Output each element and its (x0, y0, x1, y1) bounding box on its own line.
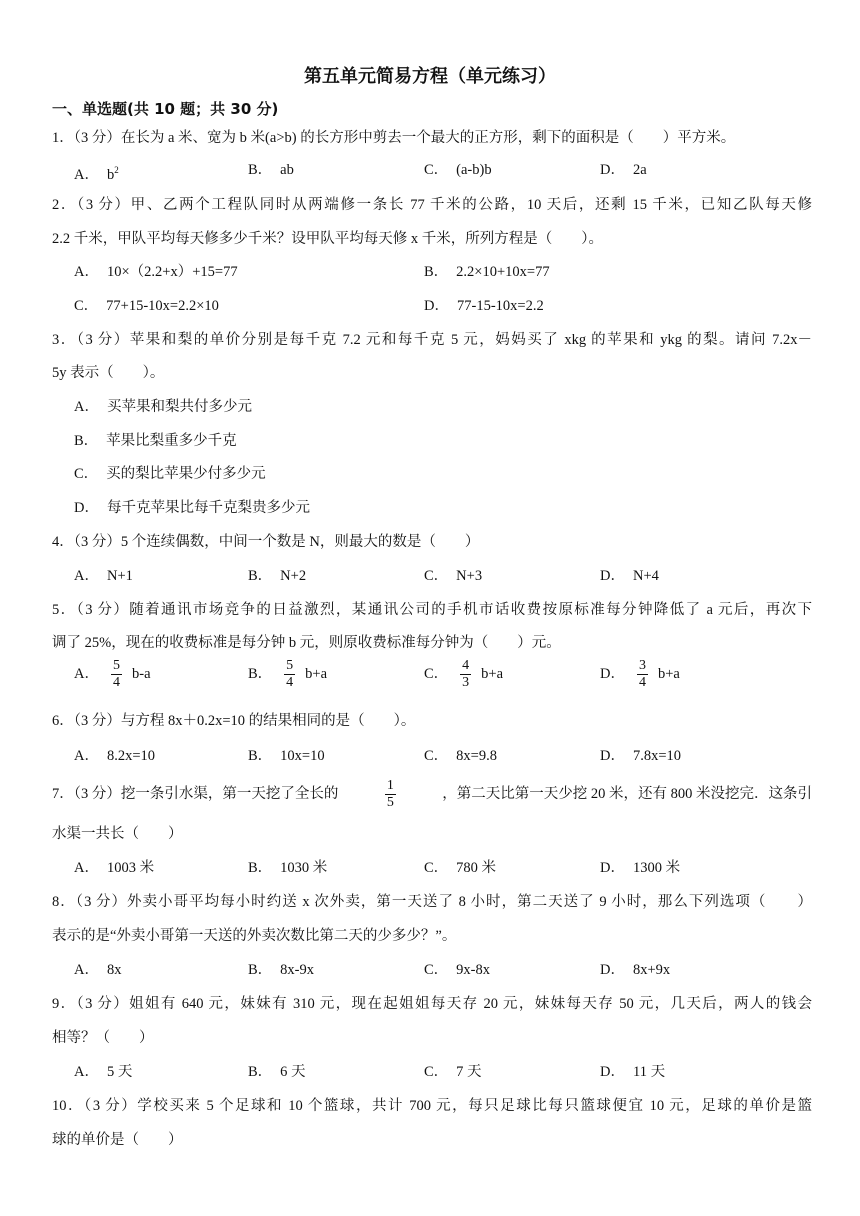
question-4-stem: 4．（3 分）5 个连续偶数，中间一个数是 N，则最大的数是（ ） (52, 534, 480, 550)
question-3-option-a[interactable] (74, 397, 252, 417)
option-letter: A． (74, 665, 99, 682)
option-text: N+2 (280, 568, 307, 584)
question-7-stem-after: ，第二天比第一天少挖 20 米，还有 800 米没挖完．这条引 (442, 786, 812, 802)
fraction (637, 658, 648, 691)
fraction-numerator: 4 (462, 658, 470, 673)
fraction-numerator: 3 (638, 658, 646, 673)
question-8-stem-line-2: 表示的是“外卖小哥第一天送的外卖次数比第二天的少多少？”。 (52, 928, 457, 944)
question-5-stem-line-1: 5．（3 分）随着通讯市场竞争的日益激烈，某通讯公司的手机市话收费按原标准每分钟降低了 a 元后，再次下 (52, 602, 812, 618)
question-9-option-b[interactable] (248, 1062, 306, 1082)
fraction-denominator: 3 (462, 675, 470, 690)
option-text: (a-b)b (456, 162, 492, 178)
option-text: N+1 (106, 568, 133, 584)
option-text: 8x+9x (632, 962, 671, 978)
option-letter: D． (424, 298, 449, 314)
option-text: 10x=10 (280, 748, 325, 764)
page-title: 第五单元简易方程（单元练习） (304, 66, 556, 87)
option-letter: D． (600, 748, 625, 764)
question-8-option-a[interactable] (74, 960, 121, 980)
fraction-numerator: 5 (286, 658, 294, 673)
section-heading: 一、单选题(共 10 题；共 30 分) (52, 100, 279, 118)
question-7-option-b[interactable] (248, 858, 327, 878)
option-text: 每千克苹果比每千克梨贵多少元 (106, 500, 310, 516)
option-letter: C． (424, 665, 449, 682)
question-2-stem-line-1: 2．（3 分）甲、乙两个工程队同时从两端修一条长 77 千米的公路，10 天后，还剩 15 千米，已知乙队每天修 (52, 197, 812, 213)
option-text: 2a (632, 162, 647, 178)
option-letter: A． (74, 399, 99, 415)
question-1-option-a[interactable] (74, 160, 119, 185)
question-2-option-a[interactable] (74, 262, 238, 282)
question-7-option-d[interactable] (600, 858, 680, 878)
option-letter: C． (424, 748, 449, 764)
question-2-option-d[interactable] (424, 296, 544, 316)
question-6-option-c[interactable] (424, 746, 497, 766)
option-text: b+a (657, 665, 680, 682)
question-9-stem-line-1: 9．（3 分）姐姐有 640 元，妹妹有 310 元，现在起姐姐每天存 20 元，妹妹每天存 50 元，几天后，两人的钱会 (52, 996, 812, 1012)
option-letter: D． (600, 665, 625, 682)
option-letter: C． (74, 298, 99, 314)
option-text: 2.2×10+10x=77 (456, 264, 550, 280)
option-letter: D． (600, 1064, 625, 1080)
option-text: b+a (305, 665, 328, 682)
fraction (111, 658, 122, 691)
option-letter: C． (424, 162, 449, 178)
option-letter: C． (74, 466, 99, 482)
option-text: 苹果比梨重多少千克 (106, 433, 237, 449)
option-text: b-a (131, 665, 151, 682)
question-7-stem-line-2: 水渠一共长（ ） (52, 826, 183, 842)
question-10-stem-line-1: 10．（3 分）学校买来 5 个足球和 10 个篮球，共计 700 元，每只足球比每只篮球便宜 10 元，足球的单价是篮 (52, 1098, 812, 1114)
fraction (385, 778, 396, 811)
option-text: N+3 (456, 568, 483, 584)
option-letter: C． (424, 962, 449, 978)
question-3-option-d[interactable] (74, 498, 310, 518)
question-2-option-b[interactable] (424, 262, 550, 282)
question-7-stem-before: 7．（3 分）挖一条引水渠，第一天挖了全长的 (52, 786, 339, 802)
option-text: 77+15-10x=2.2×10 (106, 298, 219, 314)
option-text: 买苹果和梨共付多少元 (106, 399, 252, 415)
question-6-option-b[interactable] (248, 746, 325, 766)
question-5-option-c[interactable] (424, 658, 503, 691)
option-letter: B． (74, 433, 99, 449)
question-7-option-a[interactable] (74, 858, 154, 878)
option-text: 6 天 (280, 1064, 306, 1080)
option-text: 7.8x=10 (632, 748, 682, 764)
option-letter: B． (424, 264, 449, 280)
question-8-option-c[interactable] (424, 960, 490, 980)
fraction (284, 658, 295, 691)
question-3-option-c[interactable] (74, 464, 266, 484)
option-letter: D． (600, 962, 625, 978)
fraction-numerator: 5 (112, 658, 120, 673)
fraction-denominator: 4 (638, 675, 646, 690)
question-3-option-b[interactable] (74, 431, 237, 451)
option-text: 1030 米 (280, 860, 328, 876)
question-1-stem: 1．（3 分）在长为 a 米、宽为 b 米(a>b) 的长方形中剪去一个最大的正方形，剩下的面积是（ ）平方米。 (52, 130, 736, 146)
question-5-option-a[interactable] (74, 658, 151, 691)
question-8-stem-line-1: 8．（3 分）外卖小哥平均每小时约送 x 次外卖，第一天送了 8 小时，第二天送了 9 小时，那么下列选项（ ） (52, 894, 812, 910)
option-superscript: 2 (114, 165, 119, 175)
option-letter: B． (248, 665, 273, 682)
option-letter: D． (600, 162, 625, 178)
fraction-denominator: 5 (386, 794, 394, 810)
option-letter: B． (248, 860, 273, 876)
option-text: 8x-9x (280, 962, 315, 978)
option-text: 780 米 (456, 860, 497, 876)
option-text: 77-15-10x=2.2 (456, 298, 544, 314)
question-4-option-a[interactable] (74, 566, 133, 586)
option-text: 5 天 (106, 1064, 133, 1080)
option-text: b (106, 166, 115, 183)
option-text: 8x=9.8 (456, 748, 497, 764)
fraction (460, 658, 471, 691)
option-letter: A． (74, 962, 99, 978)
option-text: 买的梨比苹果少付多少元 (106, 466, 266, 482)
question-9-stem-line-2: 相等？（ ） (52, 1030, 154, 1046)
fraction-denominator: 4 (112, 675, 120, 690)
question-7-stem-line-1 (52, 774, 812, 814)
question-9-option-a[interactable] (74, 1062, 132, 1082)
option-text: 8.2x=10 (106, 748, 156, 764)
question-4-option-c[interactable] (424, 566, 482, 586)
question-7-option-c[interactable] (424, 858, 496, 878)
question-3-stem-line-1: 3．（3 分）苹果和梨的单价分别是每千克 7.2 元和每千克 5 元，妈妈买了 xkg 的苹果和 ykg 的梨。请问 7.2x－ (52, 332, 812, 348)
question-6-option-d[interactable] (600, 746, 681, 766)
option-text: ab (280, 162, 294, 178)
option-text: 7 天 (456, 1064, 482, 1080)
option-letter: A． (74, 166, 99, 183)
option-letter: D． (600, 568, 625, 584)
option-text: 1003 米 (106, 860, 155, 876)
option-letter: C． (424, 1064, 449, 1080)
question-8-option-b[interactable] (248, 960, 314, 980)
question-1-option-b[interactable] (248, 160, 294, 180)
option-letter: A． (74, 1064, 99, 1080)
question-5-option-b[interactable] (248, 658, 327, 691)
option-letter: B． (248, 162, 273, 178)
option-letter: B． (248, 962, 273, 978)
option-text: b+a (481, 665, 504, 682)
option-text: 9x-8x (456, 962, 491, 978)
question-4-option-d[interactable] (600, 566, 659, 586)
option-letter: D． (600, 860, 625, 876)
question-2-stem-line-2: 2.2 千米，甲队平均每天修多少千米？设甲队平均每天修 x 千米，所列方程是（ ）。 (52, 231, 603, 247)
option-letter: C． (424, 568, 449, 584)
option-text: 1300 米 (632, 860, 681, 876)
option-letter: A． (74, 264, 99, 280)
option-letter: D． (74, 500, 99, 516)
fraction-numerator: 1 (386, 777, 394, 793)
question-9-option-d[interactable] (600, 1062, 665, 1082)
question-3-stem-line-2: 5y 表示（ ）。 (52, 365, 165, 381)
option-letter: A． (74, 748, 99, 764)
option-letter: B． (248, 568, 273, 584)
option-text: N+4 (632, 568, 659, 584)
question-6-stem: 6．（3 分）与方程 8x＋0.2x=10 的结果相同的是（ ）。 (52, 713, 416, 729)
question-8-option-d[interactable] (600, 960, 670, 980)
question-1-option-c[interactable] (424, 160, 492, 180)
question-6-option-a[interactable] (74, 746, 155, 766)
option-letter: A． (74, 860, 99, 876)
option-text: 11 天 (632, 1064, 666, 1080)
option-letter: B． (248, 1064, 273, 1080)
question-5-stem-line-2: 调了 25%，现在的收费标准是每分钟 b 元，则原收费标准每分钟为（ ）元。 (52, 635, 561, 651)
fraction-denominator: 4 (286, 675, 294, 690)
question-9-option-c[interactable] (424, 1062, 482, 1082)
option-letter: C． (424, 860, 449, 876)
question-1-option-d[interactable] (600, 160, 647, 180)
question-4-option-b[interactable] (248, 566, 306, 586)
option-text: 10×（2.2+x）+15=77 (106, 264, 238, 280)
option-letter: B． (248, 748, 273, 764)
question-5-option-d[interactable] (600, 658, 680, 691)
option-text: 8x (106, 962, 122, 978)
question-2-option-c[interactable] (74, 296, 219, 316)
option-letter: A． (74, 568, 99, 584)
question-10-stem-line-2: 球的单价是（ ） (52, 1132, 183, 1148)
